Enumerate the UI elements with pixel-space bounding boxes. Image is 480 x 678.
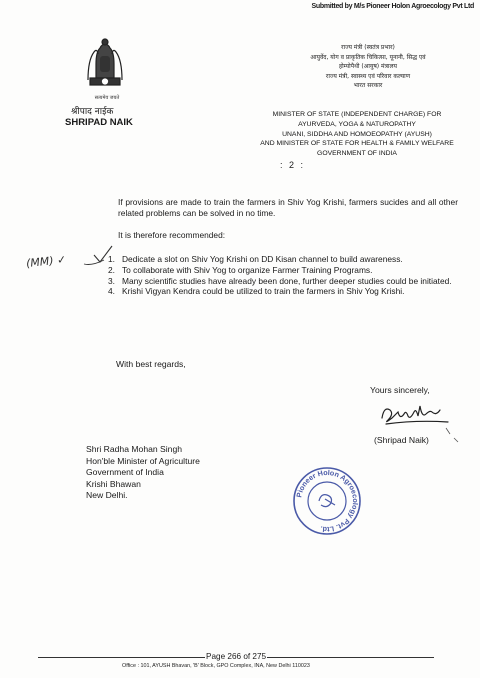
hindi-line: आयुर्वेद, योग व प्राकृतिक चिकित्सा, यूनानी, सिद्ध एवं [310, 53, 426, 61]
hindi-line: राज्य मंत्री, स्वास्थ्य एवं परिवार कल्याण [325, 72, 411, 80]
address-line: Government of India [86, 467, 164, 478]
signature-icon [376, 400, 456, 428]
list-item-text: Many scientific studies have already been done, further deeper studies could be initiated. [122, 275, 452, 286]
list-item-number: 3. [108, 275, 115, 286]
address-line: New Delhi. [86, 490, 128, 501]
paragraph-recommended: It is therefore recommended: [118, 230, 226, 240]
emblem-caption: सत्यमेव जयते [94, 95, 120, 101]
english-line: GOVERNMENT OF INDIA [317, 150, 397, 158]
english-designation [232, 110, 480, 159]
list-item-number: 4. [108, 286, 115, 297]
minister-name-english: SHRIPAD NAIK [65, 117, 133, 128]
stamp-text: Pioneer Holon Agroecology Pvt. Ltd. [294, 467, 361, 535]
list-item [108, 265, 458, 276]
hindi-line: होम्योपैथी (आयुष) मंत्रालय [338, 63, 398, 70]
english-line: UNANI, SIDDHA AND HOMOEOPATHY (AYUSH) [282, 130, 432, 138]
list-item [108, 254, 458, 265]
hindi-designation [268, 43, 468, 91]
list-item-number: 1. [108, 254, 115, 264]
address-line: Hon'ble Minister of Agriculture [86, 455, 200, 466]
english-line: AND MINISTER OF STATE FOR HEALTH & FAMILY WELFARE [260, 140, 454, 148]
list-item [108, 286, 458, 297]
paragraph-provisions: If provisions are made to train the farmers in Shiv Yog Krishi, farmers sucides and all other related problems can be solved in no time. [118, 197, 458, 218]
page-marker: : 2 : [280, 160, 306, 170]
minister-name-hindi: श्रीपाद नाईक [71, 107, 114, 117]
closing-regards: With best regards, [116, 359, 186, 369]
list-item-text: Dedicate a slot on Shiv Yog Krishi on DD Kisan channel to build awareness. [122, 254, 403, 264]
address-line: Krishi Bhawan [86, 478, 141, 489]
handwritten-note: (MM) ✓ [25, 252, 67, 271]
footer-office-address: Office : 101, AYUSH Bhavan, 'B' Block, GPO Complex, INA, New Delhi 110023 [122, 663, 310, 669]
signee-name: (Shripad Naik) [374, 435, 429, 445]
list-item [108, 276, 458, 287]
english-line: AYURVEDA, YOGA & NATUROPATHY [298, 120, 416, 128]
company-stamp-icon [291, 465, 363, 537]
list-item-text: Krishi Vigyan Kendra could be utilized to train the farmers in Shiv Yog Krishi. [122, 286, 405, 297]
list-item-number: 2. [108, 264, 115, 275]
recipient-address [86, 444, 200, 502]
national-emblem-icon [82, 34, 128, 94]
submitted-by-header: Submitted by M/s Pioneer Holon Agroecology Pvt Ltd [311, 3, 474, 10]
address-line: Shri Radha Mohan Singh [86, 444, 183, 454]
footer-page-number: Page 266 of 275 [206, 652, 267, 661]
closing-yours: Yours sincerely, [370, 385, 430, 395]
list-item-text: To collaborate with Shiv Yog to organize Farmer Training Programs. [122, 264, 373, 275]
recommendation-list [108, 254, 458, 297]
english-line: MINISTER OF STATE (INDEPENDENT CHARGE) FOR [272, 111, 442, 118]
hindi-line: राज्य मंत्री (स्वतंत्र प्रभार) [341, 44, 395, 51]
hindi-line: भारत सरकार [353, 82, 383, 89]
